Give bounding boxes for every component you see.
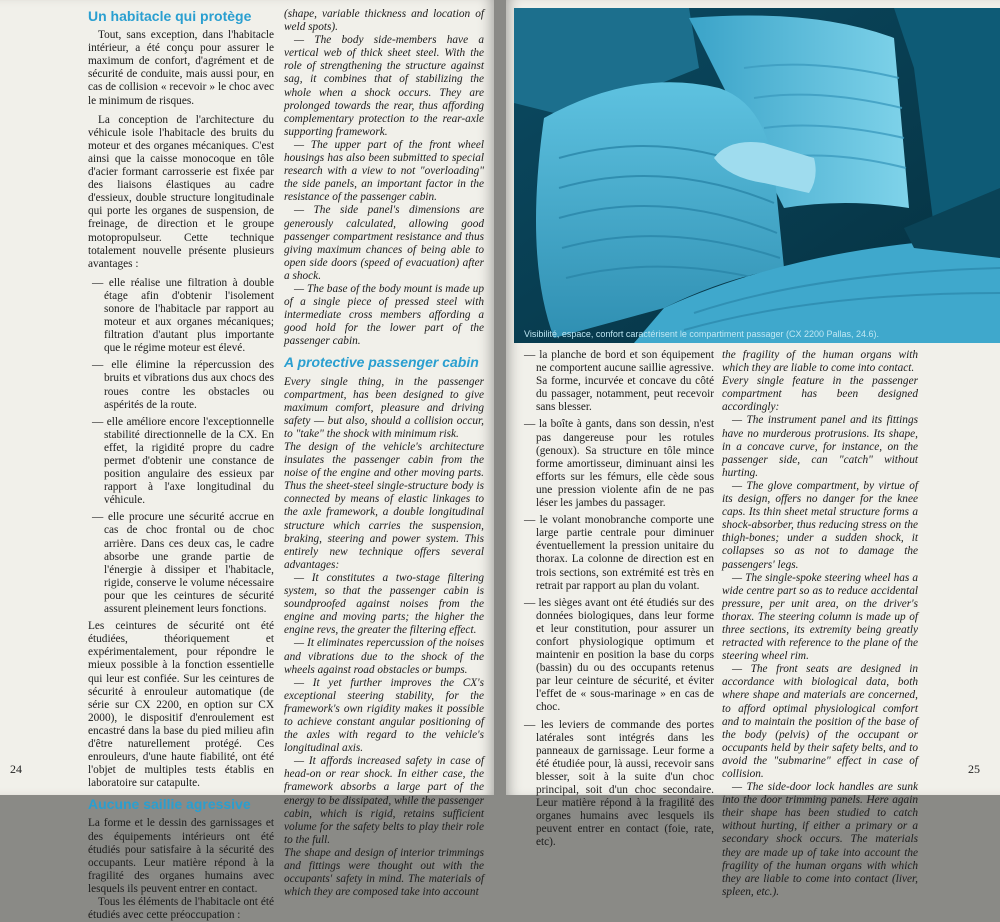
features-list [520, 349, 714, 849]
list-item: — les leviers de commande des portes latérales sont intégrés dans les panneaux de garnissage. Leur forme a été étudiée pour, là aussi, recevoir sans blesser, soit à la suite d'un choc principal, soit d'un choc secondaire. Leur matière répond à la fragilité des organes humains avec lesquels ils peuvent entrer en contact (foie, rate, etc). [524, 718, 714, 849]
paragraph: Every single thing, in the passenger compartment, has been designed to give maximum comfort, pleasure and driving safety — but also, should a collision occur, to "take" the shock with minimum risk. [284, 375, 484, 440]
paragraph: — The base of the body mount is made up of a single piece of pressed steel with intermediate cross members affording a good hold for the lower part of the passenger cabin. [284, 282, 484, 348]
paragraph: — The side-door lock handles are sunk into the door trimming panels. Here again their shape has been studied to catch without hurting, if either a primary or a secondary shock occurs. The materials they are made up of take into account the fragility of the human organs with which they are liable to come into contact (liver, spleen, etc.). [722, 781, 918, 898]
left-page [0, 0, 494, 922]
paragraph: (shape, variable thickness and location of weld spots). [284, 8, 484, 34]
paragraph: — The side panel's dimensions are generously calculated, allowing good passenger compartment resistance and thus giving maximum chances of being able to open side doors (speed of evacuation) after a shock. [284, 204, 484, 282]
paragraph: Every single feature in the passenger compartment has been designed accordingly: [722, 375, 918, 414]
paragraph: La conception de l'architecture du véhicule isole l'habitacle des bruits du moteur et des organes mécaniques. C'est ainsi que la caisse monocoque en tôle d'acier formant carrosserie est fixée par des liaisons élastiques au cadre d'essieux, double structure longitudinale qui porte les organes de suspension, de freinage, de direction et le groupe motopropulseur. Cette technique totalement nouvelle présente plusieurs avantages : [88, 113, 274, 270]
list-item: — les sièges avant ont été étudiés sur des données biologiques, dans leur forme et leur constitution, pour assurer un confort physiologique optimum et maintenir en position la base du corps (bassin) du ou des occupants retenus par leur ceinture de sécurité, et éviter l'effet de « sous-marinage » en cas de choc. [524, 596, 714, 714]
paragraph: — The glove compartment, by virtue of its design, offers no danger for the knee caps. Its thin sheet metal structure forms a shock-absorber, thus reducing stress on the thigh-bones; under a sudden shock, it collapses so as not to damage the passengers' legs. [722, 479, 918, 571]
list-item: — elle procure une sécurité accrue en cas de choc frontal ou de choc arrière. Dans ces deux cas, le cadre absorbe une grande partie de l'énergie à dissiper et l'habitacle, rigide, conserve le volume nécessaire pour que les ceintures de sécurité assurent pleinement leurs fonctions. [92, 511, 274, 616]
english-column-left [284, 8, 484, 899]
heading-habitacle: Un habitacle qui protège [88, 8, 252, 24]
paragraph: — The body side-members have a vertical web of thick sheet steel. With the role of strengthening the structure against sag, it combines that of stabilizing the whole when a shock occurs. They are prolonged towards the rear, thus affording complementary protection to the rear-axle supporting framework. [284, 34, 484, 138]
list-item: — elle améliore encore l'exceptionnelle stabilité directionnelle de la CX. En effet, la rigidité propre du cadre permet d'obtenir une constance de position angulaire des essieux par rapport à l'axe longitudinal du véhicule. [92, 415, 274, 507]
paragraph: — The upper part of the front wheel housings has also been submitted to special research with a view to not "overloading" the side panels, an important factor in the resistance of the passenger cabin. [284, 138, 484, 204]
seat-illustration [514, 8, 1000, 343]
paragraph: — It affords increased safety in case of head-on or rear shock. In either case, the framework absorbs a large part of the energy to be dissipated, while the passenger cabin, which is rigid, retains sufficient volume for the safety belts to play their role to the full. [284, 755, 484, 846]
french-column-right [520, 349, 714, 853]
paragraph: — It constitutes a two-stage filtering system, so that the passenger cabin is soundproofed against noises from the engine and moving parts; the higher the engine revs, the greater the filtering effect. [284, 571, 484, 637]
list-item: — elle réalise une filtration à double étage afin d'obtenir l'isolement sonore de l'habitacle par rapport au moteur et aux organes mécaniques; filtration d'autant plus importante que le régime moteur est élevé. [92, 276, 274, 355]
advantages-list [88, 277, 274, 616]
list-item: — la boîte à gants, dans son dessin, n'est pas dangereuse pour les rotules (genoux). Sa structure en tôle mince forme amortisseur, diminuant ainsi les efforts sur les fémurs, elle cède sous une pression violente afin de ne pas léser les jambes du passager. [524, 418, 714, 510]
heading-saillie: Aucune saillie agressive [88, 796, 251, 813]
paragraph: — The instrument panel and its fittings have no murderous protrusions. Its shape, in a concave curve, for instance, on the passenger side, can "catch" without hurting. [722, 414, 918, 479]
car-interior-photo [514, 8, 1000, 343]
heading-protective-cabin: A protective passenger cabin [284, 354, 479, 371]
page-number: 24 [10, 762, 22, 776]
paragraph: — The single-spoke steering wheel has a wide centre part so as to reduce accidental pressure, per unit area, on the driver's thorax. The steering column is made up of three sections, its extremity being greatly retracted with reference to the plane of the steering wheel rim. [722, 571, 918, 663]
photo-caption: Visibilité, espace, confort caractérisent le compartiment passager (CX 2200 Pallas, 24.6). [524, 329, 880, 339]
list-item: — la planche de bord et son équipement ne comportent aucune saillie agressive. Sa forme, incurvée et concave du côté du passager, notamment, peut recevoir sans blesser. [524, 349, 714, 414]
paragraph: La forme et le dessin des garnissages et des équipements intérieurs ont été étudiés pour satisfaire à la sécurité des occupants. Leur matière répond à la fragilité des organes humains avec lesquels ils peuvent entrer en contact. [88, 817, 274, 895]
right-page [506, 0, 1000, 898]
paragraph: — It yet further improves the CX's exceptional steering stability, for the framework's own rigidity makes it possible to achieve constant angular positioning of the axles with regard to the vehicle's longitudinal axis. [284, 676, 484, 755]
paragraph: — It eliminates repercussion of the noises and vibrations due to the shock of the wheels against road obstacles or bumps. [284, 637, 484, 676]
page-number: 25 [968, 762, 980, 776]
french-column-left [88, 8, 274, 922]
paragraph: the fragility of the human organs with which they are liable to come into contact. [722, 349, 918, 375]
paragraph: Les ceintures de sécurité ont été étudiées, théoriquement et expérimentalement, pour répondre le mieux possible à la fonction essentielle qui leur est confiée. Sur les ceintures de sécurité à enrouleur automatique (de série sur CX 2200, en option sur CX 2000), le dispositif d'enroulement est encastré dans la base du pied milieu afin d'être naturellement protégé. Ces enrouleurs, d'une haute fiabilité, ont été l'objet de multiples tests établis en laboratoire sur catapulte. [88, 620, 274, 790]
list-item: — elle élimine la répercussion des bruits et vibrations dus aux chocs des roues contre les obstacles ou aspérités de la route. [92, 359, 274, 411]
paragraph: The shape and design of interior trimmings and fittings were thought out with the occupants' safety in mind. The materials of which they are composed take into account [284, 846, 484, 899]
list-item: — le volant monobranche comporte une large partie centrale pour diminuer éventuellement la pression unitaire du thorax. La colonne de direction est en trois sections, son extrémité est très en retrait par rapport au plan du volant. [524, 514, 714, 592]
paragraph: Tous les éléments de l'habitacle ont été étudiés avec cette préoccupation : [88, 896, 274, 922]
paragraph: Tout, sans exception, dans l'habitacle intérieur, a été conçu pour assurer le maximum de confort, d'agrément et de sécurité de conduite, mais aussi pour, en cas de collision « recevoir » le choc avec le minimum de risques. [88, 29, 274, 107]
paragraph: The design of the vehicle's architecture insulates the passenger cabin from the noise of the engine and other moving parts. Thus the sheet-steel single-structure body is connected by means of elastic linkages to the axle framework, a double longitudinal structure which carries the suspension, braking, steering and power system. This entirely new technique offers several advantages: [284, 441, 484, 571]
paragraph: — The front seats are designed in accordance with biological data, both where shape and materials are concerned, to afford optimal physiological comfort and to maintain the position of the base of the body (pelvis) of the occupant or occupants held by their safety belts, and to avoid the "submarine" effect in case of collision. [722, 663, 918, 780]
english-column-right [722, 349, 918, 899]
